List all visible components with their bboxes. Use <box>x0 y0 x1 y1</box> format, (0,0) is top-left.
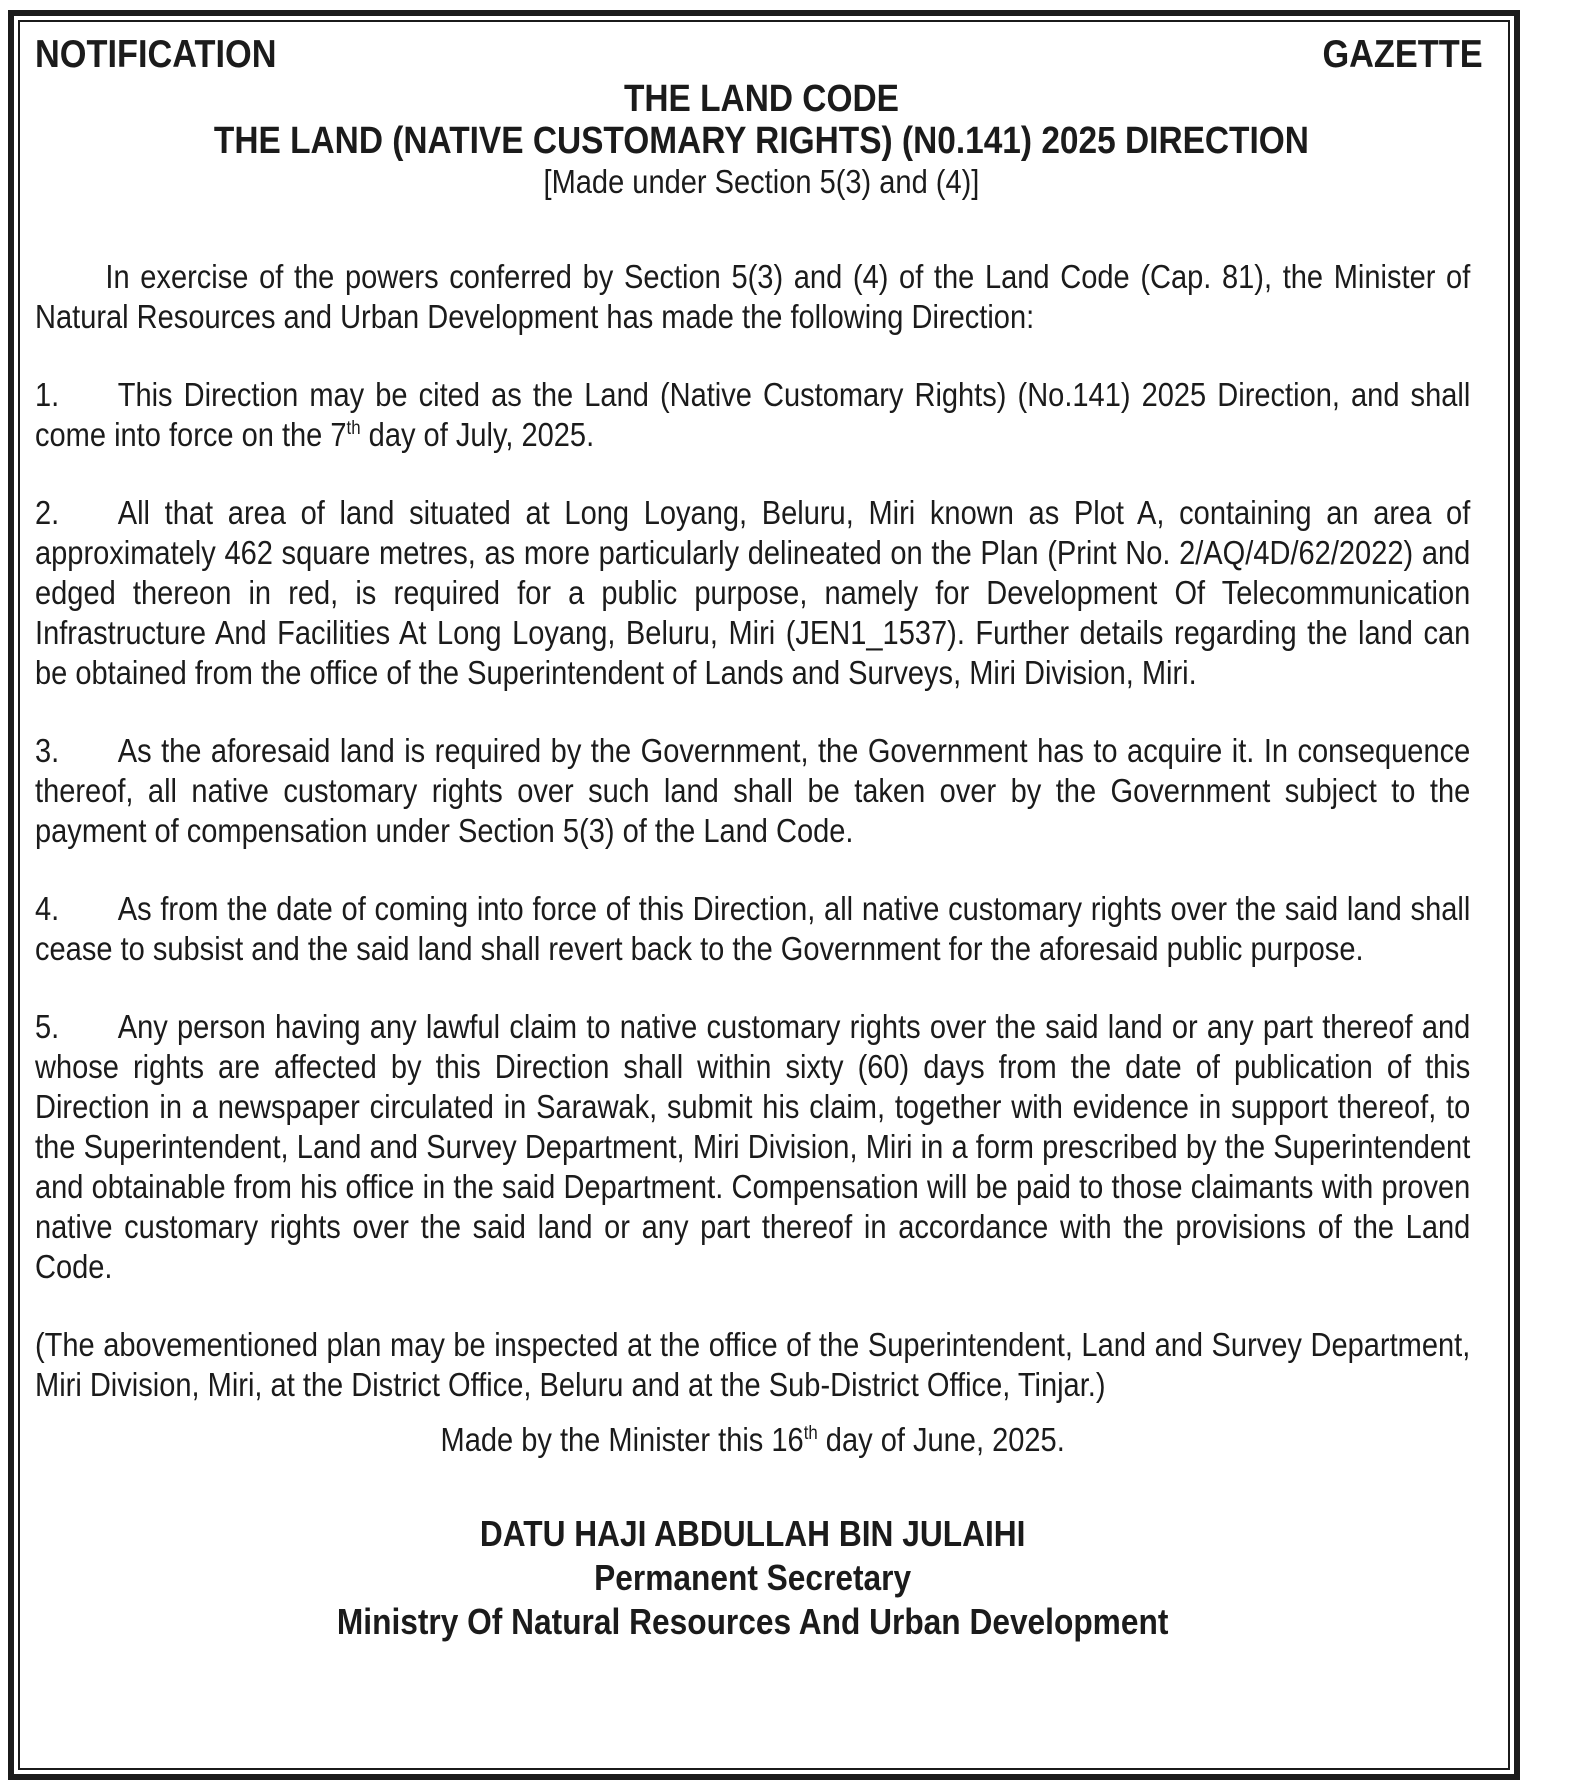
made-by-text-after: day of June, 2025. <box>817 1421 1065 1458</box>
paragraph-1-text: This Direction may be cited as the Land (Native Customary Rights) (No.141) 2025 Direction, and shall come into force on the 7 <box>35 376 1471 453</box>
signature-block <box>35 1512 1470 1644</box>
paragraph-3-number: 3. <box>35 732 60 769</box>
paragraph-5-number: 5. <box>35 1008 60 1045</box>
paragraph-1-text-after: day of July, 2025. <box>360 416 595 453</box>
signatory-name: DATU HAJI ABDULLAH BIN JULAIHI <box>479 1513 1026 1554</box>
gazette-label: GAZETTE <box>1322 33 1483 76</box>
direction-paragraph-1 <box>35 375 1470 455</box>
direction-paragraph-5 <box>35 1007 1470 1287</box>
paragraph-4-text: As from the date of coming into force of this Direction, all native customary rights over the said land shall cease to subsist and the said land shall revert back to the Government for the aforesaid public purpose. <box>35 890 1471 967</box>
made-by-ordinal-suffix: th <box>803 1423 818 1444</box>
outer-border-frame <box>8 10 1520 1780</box>
signatory-title: Permanent Secretary <box>594 1557 912 1598</box>
paragraph-2-number: 2. <box>35 494 60 531</box>
paragraph-5-text: Any person having any lawful claim to native customary rights over the said land or any part thereof and whose rights are affected by this Direction shall within sixty (60) days from the date of publication of this Direction in a newspaper circulated in Sarawak, submit his claim, together with evidence in support thereof, to the Superintendent, Land and Survey Department, Miri Division, Miri in a form prescribed by the Superintendent and obtainable from his office in the said Department. Compensation will be paid to those claimants with proven native customary rights over the said land or any part thereof in accordance with the provisions of the Land Code. <box>35 1008 1471 1285</box>
plan-inspection-note: (The abovementioned plan may be inspected at the office of the Superintendent, Land and Survey Department, Miri Division, Miri, at the District Office, Beluru and at the Sub-District Office, Tinjar.) <box>35 1326 1471 1403</box>
paragraph-1-number: 1. <box>35 376 60 413</box>
signatory-ministry: Ministry Of Natural Resources And Urban Development <box>336 1601 1169 1642</box>
direction-paragraph-4 <box>35 889 1470 969</box>
document-header <box>35 32 1488 78</box>
intro-paragraph: In exercise of the powers conferred by Section 5(3) and (4) of the Land Code (Cap. 81), the Minister of Natural Resources and Urban Development has made the following Direction: <box>35 258 1471 335</box>
direction-paragraph-3 <box>35 731 1470 851</box>
paragraph-1-ordinal-suffix: th <box>346 418 361 439</box>
direction-paragraph-2 <box>35 493 1470 693</box>
paragraph-3-text: As the aforesaid land is required by the Government, the Government has to acquire it. In consequence thereof, all native customary rights over such land shall be taken over by the Government subject to the payment of compensation under Section 5(3) of the Land Code. <box>35 732 1471 849</box>
document-content <box>35 32 1488 1644</box>
notification-label: NOTIFICATION <box>35 33 277 76</box>
title-land-code: THE LAND CODE <box>623 78 899 120</box>
paragraph-2-text: All that area of land situated at Long Loyang, Beluru, Miri known as Plot A, containing an area of approximately 462 square metres, as more particularly delineated on the Plan (Print No. 2/AQ/4D/62/2022) and edged thereon in red, is required for a public purpose, namely for Development Of Telecommunication Infrastructure And Facilities At Long Loyang, Beluru, Miri (JEN1_1537). Further details regarding the land can be obtained from the office of the Superintendent of Lands and Surveys, Miri Division, Miri. <box>35 494 1471 691</box>
made-by-line <box>35 1420 1470 1460</box>
inner-border-frame <box>18 20 1510 1770</box>
subtitle-made-under: [Made under Section 5(3) and (4)] <box>543 163 980 200</box>
paragraph-4-number: 4. <box>35 890 60 927</box>
made-by-text: Made by the Minister this 16 <box>440 1421 804 1458</box>
title-direction: THE LAND (NATIVE CUSTOMARY RIGHTS) (N0.141) 2025 DIRECTION <box>213 120 1309 162</box>
